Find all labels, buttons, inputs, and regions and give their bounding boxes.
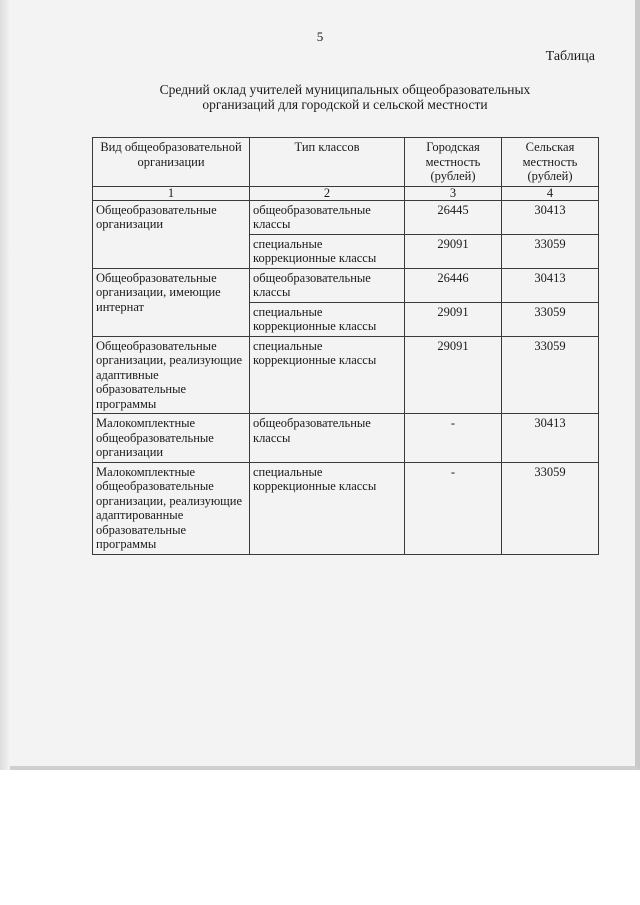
- page-number: 5: [316, 29, 324, 44]
- org-cell: Общеобразовательные организации, имеющие интернат: [93, 268, 250, 336]
- scan-shadow-edge: [0, 0, 10, 770]
- city-value: -: [405, 414, 502, 463]
- org-cell: Малокомплектные общеобразовательные организации, реализующие адаптированные образовательные программы: [93, 462, 250, 554]
- column-number: 3: [405, 186, 502, 200]
- rural-value: 33059: [502, 336, 599, 414]
- column-number-row: [93, 186, 599, 200]
- header-org-type: Вид общеобразовательной организации: [93, 138, 250, 187]
- column-number: 1: [93, 186, 250, 200]
- org-cell: Общеобразовательные организации, реализующие адаптивные образовательные программы: [93, 336, 250, 414]
- table-row: [93, 336, 599, 414]
- city-value: 29091: [405, 302, 502, 336]
- header-row: [93, 138, 599, 187]
- class-type-cell: общеобразовательные классы: [250, 268, 405, 302]
- table-row: [93, 200, 599, 234]
- table-row: [93, 268, 599, 302]
- rural-value: 33059: [502, 234, 599, 268]
- table-title: Средний оклад учителей муниципальных общеобразовательных организаций для городской и сельской местности: [159, 82, 531, 112]
- city-value: -: [405, 462, 502, 554]
- rural-value: 30413: [502, 200, 599, 234]
- rural-value: 30413: [502, 414, 599, 463]
- org-cell: Общеобразовательные организации: [93, 200, 250, 268]
- class-type-cell: специальные коррекционные классы: [250, 234, 405, 268]
- city-value: 26446: [405, 268, 502, 302]
- header-rural: Сельская местность (рублей): [502, 138, 599, 187]
- rural-value: 33059: [502, 302, 599, 336]
- header-class-type: Тип классов: [250, 138, 405, 187]
- rural-value: 33059: [502, 462, 599, 554]
- class-type-cell: специальные коррекционные классы: [250, 302, 405, 336]
- class-type-cell: специальные коррекционные классы: [250, 462, 405, 554]
- city-value: 29091: [405, 336, 502, 414]
- table-label: Таблица: [545, 49, 595, 64]
- table-row: [93, 414, 599, 463]
- rural-value: 30413: [502, 268, 599, 302]
- city-value: 26445: [405, 200, 502, 234]
- column-number: 4: [502, 186, 599, 200]
- city-value: 29091: [405, 234, 502, 268]
- header-city: Городская местность (рублей): [405, 138, 502, 187]
- class-type-cell: специальные коррекционные классы: [250, 336, 405, 414]
- class-type-cell: общеобразовательные классы: [250, 414, 405, 463]
- table-row: [93, 462, 599, 554]
- column-number: 2: [250, 186, 405, 200]
- salary-table: [92, 137, 599, 555]
- class-type-cell: общеобразовательные классы: [250, 200, 405, 234]
- org-cell: Малокомплектные общеобразовательные организации: [93, 414, 250, 463]
